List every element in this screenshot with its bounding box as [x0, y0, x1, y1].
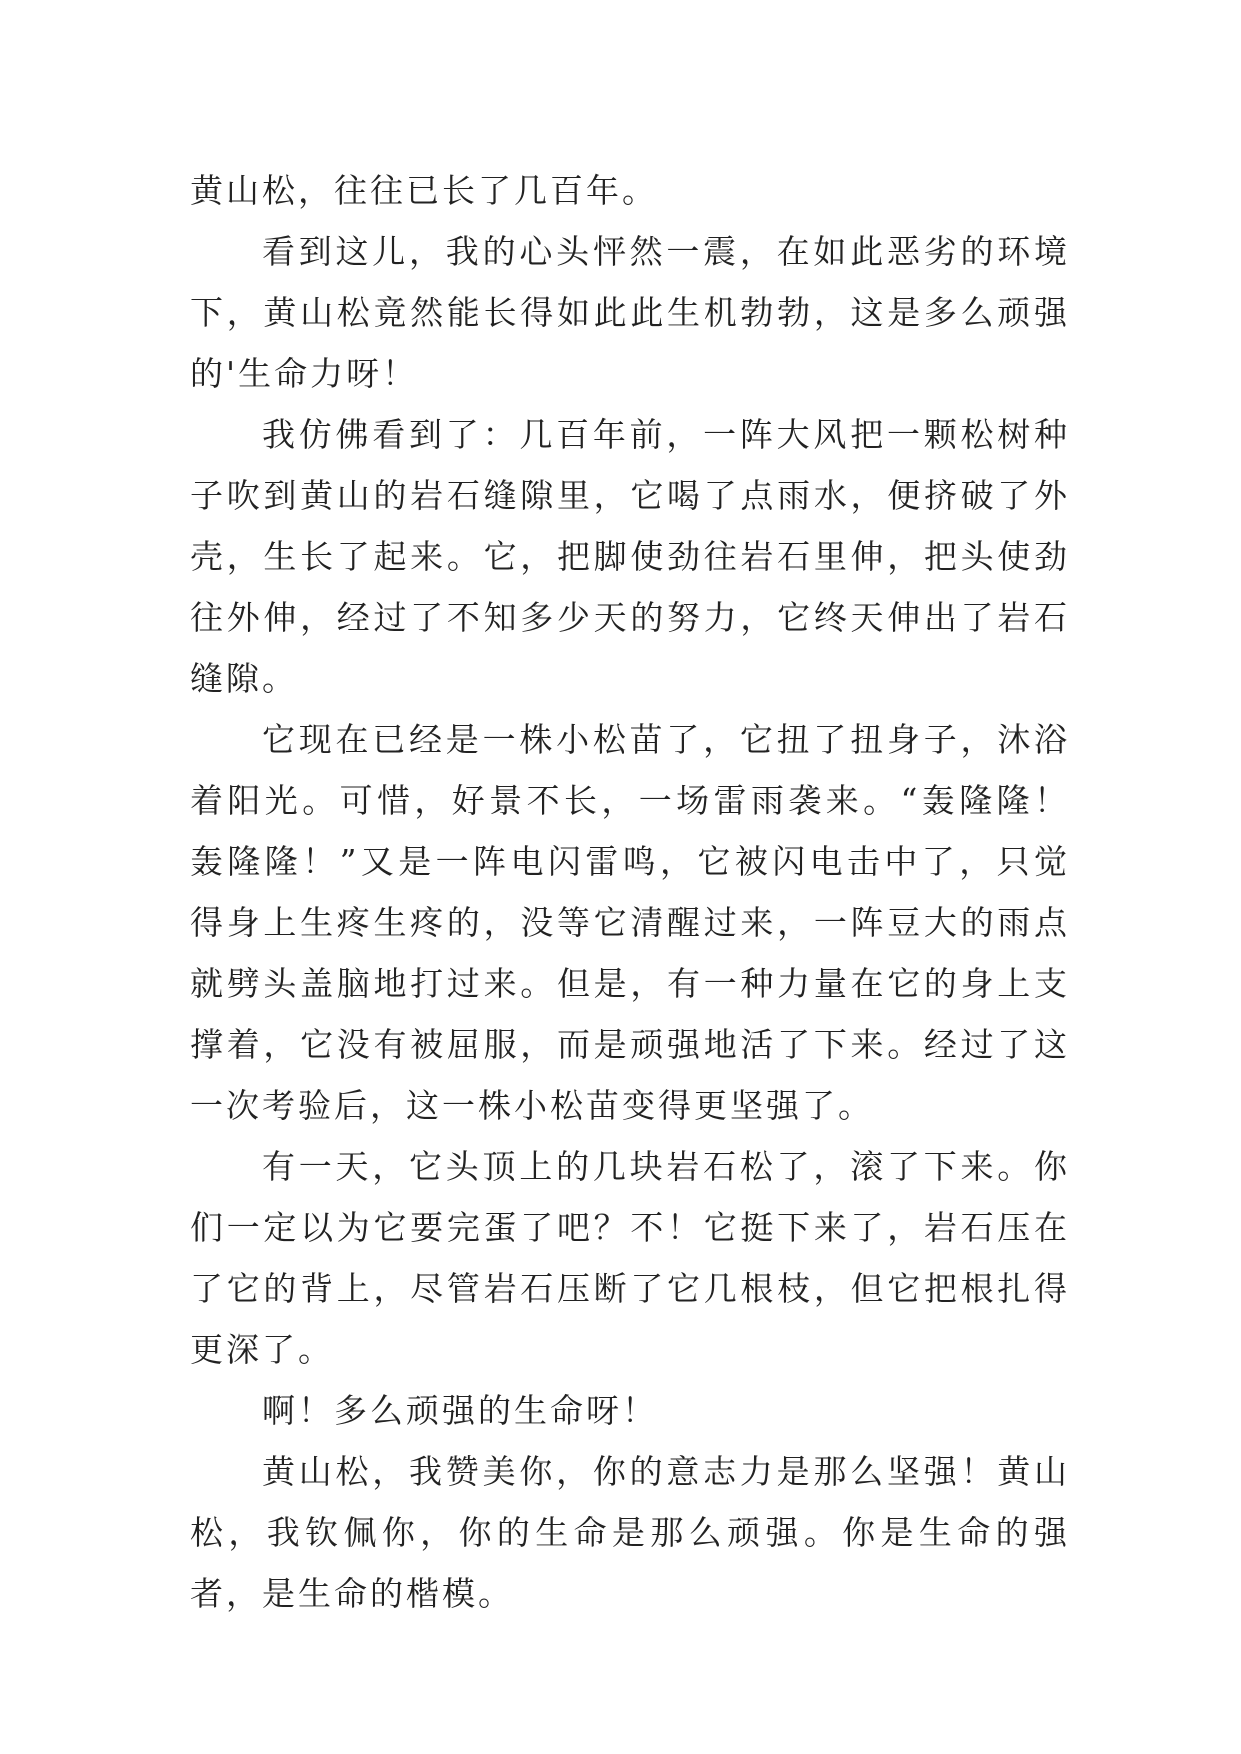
paragraph-7: 黄山松，我赞美你，你的意志力是那么坚强！黄山松，我钦佩你，你的生命是那么顽强。你是生命的强者，是生命的楷模。: [190, 1452, 1070, 1613]
paragraph-5: 有一天，它头顶上的几块岩石松了，滚了下来。你们一定以为它要完蛋了吧？不！它挺下来了，岩石压在了它的背上，尽管岩石压断了它几根枝，但它把根扎得更深了。: [190, 1147, 1070, 1369]
paragraph-6: 啊！多么顽强的生命呀！: [262, 1391, 658, 1430]
paragraph-3: 我仿佛看到了：几百年前，一阵大风把一颗松树种子吹到黄山的岩石缝隙里，它喝了点雨水，便挤破了外壳，生长了起来。它，把脚使劲往岩石里伸，把头使劲往外伸，经过了不知多少天的努力，它终天伸出了岩石缝隙。: [190, 415, 1070, 698]
document-body: [190, 160, 1070, 1624]
paragraph-1: 黄山松，往往已长了几百年。: [190, 171, 658, 210]
paragraph-4: 它现在已经是一株小松苗了，它扭了扭身子，沐浴着阳光。可惜，好景不长，一场雷雨袭来。“轰隆隆！轰隆隆！”又是一阵电闪雷鸣，它被闪电击中了，只觉得身上生疼生疼的，没等它清醒过来，一阵豆大的雨点就劈头盖脑地打过来。但是，有一种力量在它的身上支撑着，它没有被屈服，而是顽强地活了下来。经过了这一次考验后，这一株小松苗变得更坚强了。: [190, 720, 1070, 1125]
paragraph-2: 看到这儿，我的心头怦然一震，在如此恶劣的环境下，黄山松竟然能长得如此此生机勃勃，这是多么顽强的'生命力呀！: [190, 232, 1070, 393]
